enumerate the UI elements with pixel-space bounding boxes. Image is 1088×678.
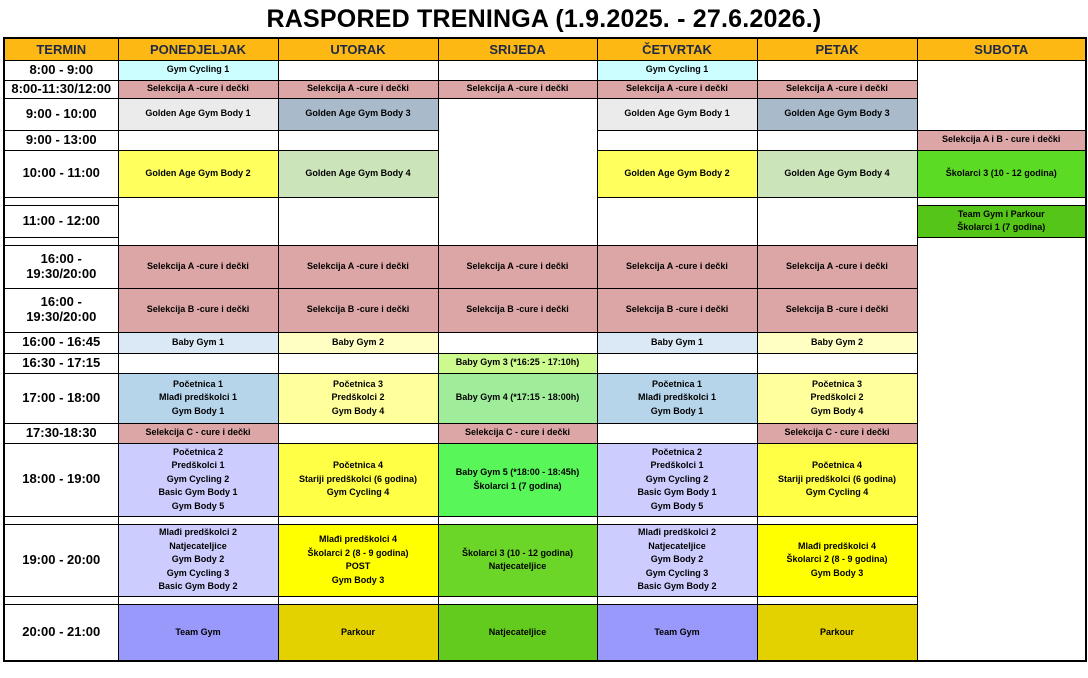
time-slot: 8:00 - 9:00 xyxy=(4,60,118,80)
time-slot: 16:00 - 16:45 xyxy=(4,332,118,353)
empty-cell xyxy=(757,596,917,604)
empty-cell xyxy=(438,596,597,604)
activity-label: Gym Body 5 xyxy=(650,500,704,511)
activity-label: Team Gym i Parkour xyxy=(957,208,1045,219)
empty-cell xyxy=(118,516,278,524)
activity-cell xyxy=(118,423,278,443)
activity-label: Natjecateljice xyxy=(648,540,706,551)
activity-cell xyxy=(757,245,917,288)
column-header-srijeda: SRIJEDA xyxy=(438,38,597,60)
empty-cell xyxy=(118,130,278,150)
activity-label: Golden Age Gym Body 4 xyxy=(305,167,411,178)
activity-label: Basic Gym Body 1 xyxy=(637,487,717,498)
time-slot: 17:00 - 18:00 xyxy=(4,373,118,423)
activity-cell xyxy=(597,288,757,332)
activity-label: Gym Cycling 4 xyxy=(805,487,869,498)
column-header-četvrtak: ČETVRTAK xyxy=(597,38,757,60)
activity-label: Gym Cycling 2 xyxy=(166,473,230,484)
activity-label: Golden Age Gym Body 2 xyxy=(145,167,251,178)
activity-label: Gym Cycling 1 xyxy=(645,64,709,75)
activity-label: Predškolci 1 xyxy=(650,460,704,471)
time-slot: 20:00 - 21:00 xyxy=(4,604,118,661)
time-slot: 10:00 - 11:00 xyxy=(4,150,118,197)
schedule-page xyxy=(0,5,1088,662)
activity-label: Početnica 4 xyxy=(332,460,384,471)
activity-label: Školarci 3 (10 - 12 godina) xyxy=(461,547,574,558)
activity-label: Golden Age Gym Body 1 xyxy=(145,108,251,119)
activity-cell xyxy=(757,332,917,353)
activity-cell xyxy=(757,150,917,197)
activity-label: Mlađi predškolci 1 xyxy=(158,392,238,403)
activity-cell xyxy=(597,80,757,98)
activity-label: Početnica 1 xyxy=(651,378,703,389)
empty-cell xyxy=(278,60,438,80)
activity-label: Golden Age Gym Body 3 xyxy=(784,108,890,119)
activity-label: Početnica 3 xyxy=(811,378,863,389)
activity-label: Selekcija A -cure i dečki xyxy=(466,83,569,94)
activity-label: Početnica 3 xyxy=(332,378,384,389)
activity-label: Mlađi predškolci 2 xyxy=(637,527,717,538)
activity-cell xyxy=(278,373,438,423)
activity-cell xyxy=(917,205,1086,237)
activity-label: Mlađi predškolci 4 xyxy=(318,534,398,544)
empty-cell xyxy=(118,353,278,373)
activity-label: Gym Cycling 2 xyxy=(645,473,709,484)
activity-cell xyxy=(278,245,438,288)
empty-cell xyxy=(597,423,757,443)
empty-cell xyxy=(278,596,438,604)
empty-cell xyxy=(597,130,757,150)
activity-cell xyxy=(278,80,438,98)
activity-label: Selekcija A i B - cure i dečki xyxy=(942,134,1061,145)
activity-cell xyxy=(278,443,438,516)
activity-cell xyxy=(757,98,917,130)
schedule-row xyxy=(4,60,1086,80)
activity-cell xyxy=(438,353,597,373)
activity-label: Natjecateljice xyxy=(488,626,547,637)
empty-cell xyxy=(278,423,438,443)
activity-label: Početnica 2 xyxy=(651,446,703,457)
activity-label: Team Gym xyxy=(654,626,700,637)
activity-cell xyxy=(438,604,597,661)
activity-cell xyxy=(757,423,917,443)
activity-label: Početnica 1 xyxy=(172,378,224,389)
activity-cell xyxy=(438,373,597,423)
activity-cell xyxy=(917,130,1086,150)
empty-cell xyxy=(757,60,917,80)
activity-label: Selekcija C - cure i dečki xyxy=(784,427,890,438)
column-header-ponedjeljak: PONEDJELJAK xyxy=(118,38,278,60)
activity-label: Baby Gym 4 (*17:15 - 18:00h) xyxy=(455,392,580,403)
activity-label: Selekcija B -cure i dečki xyxy=(466,304,569,315)
activity-label: Baby Gym 2 xyxy=(810,336,864,347)
activity-cell xyxy=(118,332,278,353)
activity-label: Gym Body 5 xyxy=(171,500,225,511)
time-slot: 18:00 - 19:00 xyxy=(4,443,118,516)
empty-cell xyxy=(757,516,917,524)
spacer-cell xyxy=(4,237,118,245)
activity-label: Parkour xyxy=(340,626,375,637)
empty-cell xyxy=(118,197,278,245)
empty-cell xyxy=(597,596,757,604)
activity-cell xyxy=(597,373,757,423)
activity-label: Baby Gym 5 (*18:00 - 18:45h) xyxy=(455,467,580,477)
column-header-subota: SUBOTA xyxy=(917,38,1086,60)
time-slot: 9:00 - 13:00 xyxy=(4,130,118,150)
activity-label: Baby Gym 3 (*16:25 - 17:10h) xyxy=(455,357,580,368)
activity-label: Selekcija B -cure i dečki xyxy=(625,304,729,315)
activity-cell xyxy=(757,524,917,596)
activity-label: Gym Cycling 4 xyxy=(326,487,390,498)
activity-label: Školarci 2 (8 - 9 godina) xyxy=(307,547,409,558)
activity-cell xyxy=(597,245,757,288)
activity-label: Team Gym xyxy=(175,626,221,637)
activity-label: Selekcija C - cure i dečki xyxy=(464,427,571,438)
activity-cell xyxy=(597,524,757,596)
activity-label: Selekcija A -cure i dečki xyxy=(307,260,409,271)
activity-label: Selekcija A -cure i dečki xyxy=(466,260,569,271)
activity-cell xyxy=(118,80,278,98)
activity-label: Stariji predškolci (6 godina) xyxy=(298,473,418,484)
activity-cell xyxy=(278,98,438,130)
empty-cell xyxy=(597,197,757,245)
column-header-termin: TERMIN xyxy=(4,38,118,60)
activity-label: Gym Cycling 1 xyxy=(166,64,230,75)
activity-cell xyxy=(118,443,278,516)
schedule-table xyxy=(3,37,1087,662)
activity-label: Basic Gym Body 1 xyxy=(158,487,238,498)
activity-cell xyxy=(757,604,917,661)
activity-cell xyxy=(757,80,917,98)
empty-cell xyxy=(438,516,597,524)
activity-label: Gym Body 4 xyxy=(810,405,864,416)
empty-cell xyxy=(757,130,917,150)
activity-label: Gym Cycling 3 xyxy=(645,567,709,578)
activity-label: Gym Body 3 xyxy=(810,567,864,578)
activity-label: Selekcija A -cure i dečki xyxy=(147,260,249,271)
activity-cell xyxy=(597,604,757,661)
time-slot: 16:00 - 19:30/20:00 xyxy=(4,288,118,332)
activity-label: Školarci 2 (8 - 9 godina) xyxy=(786,554,888,565)
activity-cell xyxy=(438,443,597,516)
activity-cell xyxy=(597,150,757,197)
activity-label: Gym Body 1 xyxy=(650,405,704,416)
activity-cell xyxy=(118,150,278,197)
page-title: RASPORED TRENINGA (1.9.2025. - 27.6.2026.) xyxy=(266,5,822,33)
activity-label: Gym Body 3 xyxy=(331,574,385,585)
activity-label: Basic Gym Body 2 xyxy=(158,581,238,592)
spacer-cell xyxy=(4,596,118,604)
activity-label: Školarci 1 (7 godina) xyxy=(473,480,562,491)
spacer-cell xyxy=(4,516,118,524)
column-header-utorak: UTORAK xyxy=(278,38,438,60)
activity-label: Natjecateljice xyxy=(169,540,227,551)
activity-cell xyxy=(118,245,278,288)
activity-cell xyxy=(917,150,1086,197)
activity-label: Baby Gym 1 xyxy=(650,336,704,347)
activity-label: Selekcija B -cure i dečki xyxy=(785,304,889,315)
activity-label: Gym Body 4 xyxy=(331,405,385,416)
activity-label: Selekcija A -cure i dečki xyxy=(786,83,888,94)
activity-cell xyxy=(597,98,757,130)
activity-cell xyxy=(118,373,278,423)
activity-label: Golden Age Gym Body 2 xyxy=(624,167,730,178)
time-slot: 16:00 - 19:30/20:00 xyxy=(4,245,118,288)
activity-label: Baby Gym 2 xyxy=(331,336,385,347)
empty-cell xyxy=(438,60,597,80)
activity-cell xyxy=(278,524,438,596)
empty-cell xyxy=(438,332,597,353)
activity-cell xyxy=(597,332,757,353)
empty-cell xyxy=(597,353,757,373)
empty-cell xyxy=(917,197,1086,205)
activity-label: Gym Body 1 xyxy=(171,405,225,416)
activity-cell xyxy=(757,443,917,516)
activity-label: Selekcija A -cure i dečki xyxy=(626,260,728,271)
activity-cell xyxy=(597,443,757,516)
time-slot: 8:00-11:30/12:00 xyxy=(4,80,118,98)
activity-label: Predškolci 2 xyxy=(331,392,385,403)
column-header-petak: PETAK xyxy=(757,38,917,60)
empty-cell xyxy=(278,197,438,245)
empty-cell xyxy=(438,98,597,245)
spacer-cell xyxy=(4,197,118,205)
activity-cell xyxy=(118,98,278,130)
empty-cell xyxy=(757,197,917,245)
activity-label: Gym Body 2 xyxy=(650,554,704,565)
time-slot: 19:00 - 20:00 xyxy=(4,524,118,596)
time-slot: 17:30-18:30 xyxy=(4,423,118,443)
activity-label: Selekcija B -cure i dečki xyxy=(146,304,250,315)
activity-cell xyxy=(278,604,438,661)
activity-label: Basic Gym Body 2 xyxy=(637,581,717,592)
time-slot: 9:00 - 10:00 xyxy=(4,98,118,130)
activity-label: Golden Age Gym Body 4 xyxy=(784,167,890,178)
activity-label: Baby Gym 1 xyxy=(171,336,225,347)
activity-label: Mlađi predškolci 4 xyxy=(797,540,877,551)
empty-cell xyxy=(917,60,1086,130)
activity-cell xyxy=(757,288,917,332)
empty-cell xyxy=(917,237,1086,661)
activity-label: Stariji predškolci (6 godina) xyxy=(777,473,897,484)
activity-label: Golden Age Gym Body 3 xyxy=(305,108,411,119)
activity-cell xyxy=(757,373,917,423)
activity-cell xyxy=(278,332,438,353)
activity-cell xyxy=(438,423,597,443)
activity-cell xyxy=(118,60,278,80)
activity-cell xyxy=(597,60,757,80)
activity-label: Parkour xyxy=(819,626,854,637)
empty-cell xyxy=(278,353,438,373)
activity-label: Predškolci 1 xyxy=(171,460,225,471)
activity-label: Selekcija A -cure i dečki xyxy=(626,83,728,94)
activity-label: POST xyxy=(345,561,371,571)
activity-cell xyxy=(438,245,597,288)
activity-label: Početnica 4 xyxy=(811,460,863,471)
empty-cell xyxy=(757,353,917,373)
activity-label: Natjecateljice xyxy=(488,561,547,571)
empty-cell xyxy=(278,516,438,524)
header-row xyxy=(4,38,1086,60)
time-slot: 16:30 - 17:15 xyxy=(4,353,118,373)
activity-cell xyxy=(118,604,278,661)
activity-label: Školarci 3 (10 - 12 godina) xyxy=(945,167,1057,178)
activity-label: Gym Body 2 xyxy=(171,554,225,565)
activity-cell xyxy=(438,524,597,596)
activity-label: Mlađi predškolci 1 xyxy=(637,392,717,403)
empty-cell xyxy=(597,516,757,524)
activity-label: Mlađi predškolci 2 xyxy=(158,527,238,538)
activity-cell xyxy=(438,80,597,98)
activity-label: Početnica 2 xyxy=(172,446,224,457)
time-slot: 11:00 - 12:00 xyxy=(4,205,118,237)
activity-label: Selekcija A -cure i dečki xyxy=(786,260,888,271)
activity-cell xyxy=(118,288,278,332)
activity-label: Selekcija A -cure i dečki xyxy=(147,83,249,94)
empty-cell xyxy=(118,596,278,604)
activity-label: Golden Age Gym Body 1 xyxy=(624,108,730,119)
activity-cell xyxy=(118,524,278,596)
activity-label: Gym Cycling 3 xyxy=(166,567,230,578)
activity-cell xyxy=(278,288,438,332)
activity-label: Predškolci 2 xyxy=(810,392,864,403)
activity-cell xyxy=(438,288,597,332)
empty-cell xyxy=(278,130,438,150)
activity-label: Selekcija C - cure i dečki xyxy=(145,427,251,438)
activity-label: Selekcija A -cure i dečki xyxy=(307,83,409,94)
activity-label: Selekcija B -cure i dečki xyxy=(306,304,410,315)
activity-label: Školarci 1 (7 godina) xyxy=(957,222,1046,232)
activity-cell xyxy=(278,150,438,197)
